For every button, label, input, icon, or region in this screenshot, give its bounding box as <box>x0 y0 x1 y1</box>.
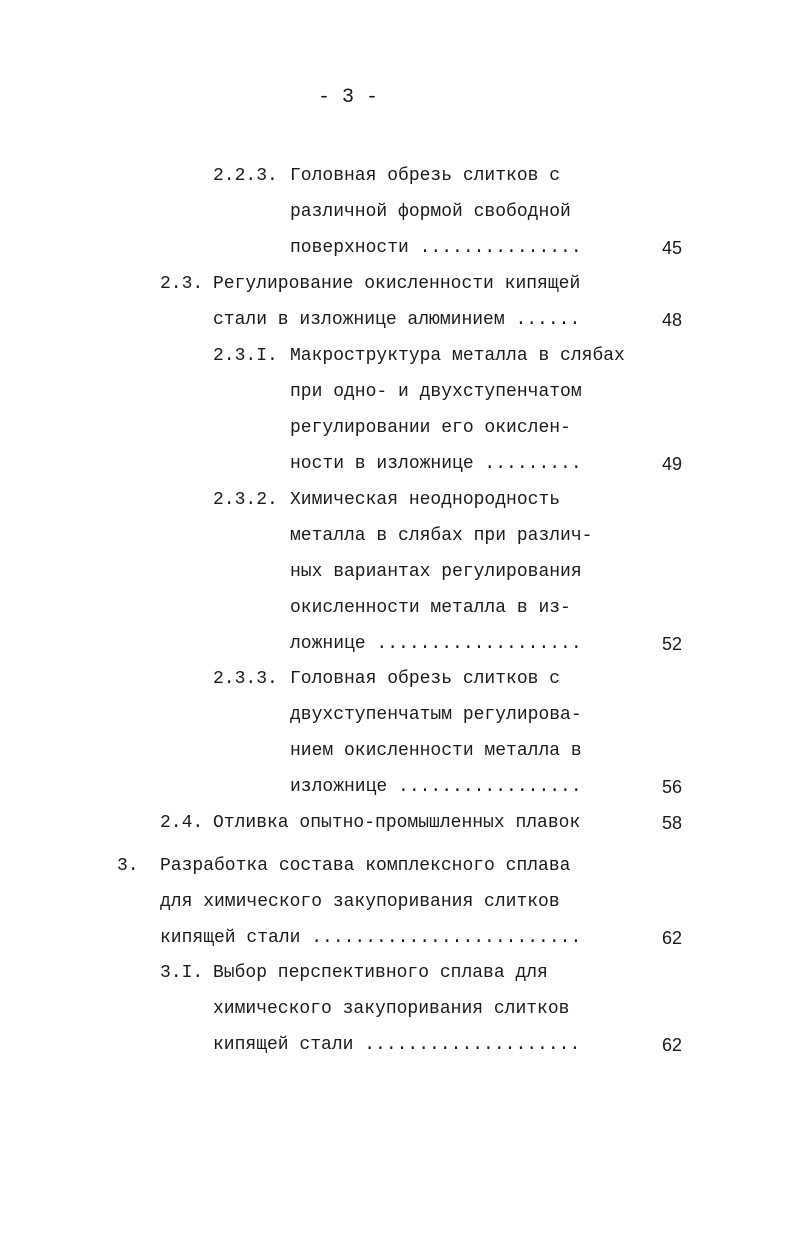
toc-entry-number: 3. <box>117 856 139 876</box>
toc-entry-text: поверхности ............... <box>290 238 582 258</box>
toc-entry-text: нием окисленности металла в <box>290 741 582 761</box>
toc-entry-text: кипящей стали .................... <box>213 1035 581 1055</box>
toc-entry-page: 56 <box>662 777 683 797</box>
toc-entry-text: окисленности металла в из- <box>290 598 571 618</box>
toc-entry-page: 62 <box>662 1035 683 1055</box>
toc-entry-text: изложнице ................. <box>290 777 582 797</box>
toc-entry-text: металла в слябах при различ- <box>290 526 593 546</box>
toc-entry-text: Выбор перспективного сплава для <box>213 963 548 983</box>
toc-entry-number: 2.3.I. <box>213 346 278 366</box>
toc-entry-text: кипящей стали ......................... <box>160 928 582 948</box>
toc-entry-text: для химического закупоривания слитков <box>160 892 560 912</box>
toc-entry-text: ности в изложнице ......... <box>290 454 582 474</box>
page-number: - 3 - <box>318 86 379 109</box>
toc-entry-page: 58 <box>662 813 683 833</box>
toc-entry-page: 52 <box>662 634 683 654</box>
toc-entry-text: стали в изложнице алюминием ...... <box>213 310 581 330</box>
toc-entry-number: 2.3.3. <box>213 669 278 689</box>
toc-entry-number: 2.3. <box>160 274 204 294</box>
toc-entry-number: 3.I. <box>160 963 204 983</box>
toc-entry-text: Головная обрезь слитков с <box>290 669 561 689</box>
toc-entry-text: различной формой свободной <box>290 202 571 222</box>
toc-entry-text: Разработка состава комплексного сплава <box>160 856 571 876</box>
toc-entry-text: Регулирование окисленности кипящей <box>213 274 581 294</box>
toc-entry-text: Химическая неоднородность <box>290 490 561 510</box>
toc-entry-text: регулировании его окислен- <box>290 418 571 438</box>
toc-entry-page: 49 <box>662 454 683 474</box>
toc-entry-text: двухступенчатым регулирова- <box>290 705 582 725</box>
toc-entry-text: ложнице ................... <box>290 634 582 654</box>
toc-entry-page: 45 <box>662 238 683 258</box>
toc-entry-page: 48 <box>662 310 683 330</box>
toc-entry-text: Головная обрезь слитков с <box>290 166 561 186</box>
toc-entry-page: 62 <box>662 928 683 948</box>
toc-entry-text: Отливка опытно-промышленных плавок <box>213 813 581 833</box>
toc-entry-number: 2.3.2. <box>213 490 278 510</box>
toc-entry-text: Макроструктура металла в слябах <box>290 346 625 366</box>
toc-entry-number: 2.4. <box>160 813 204 833</box>
toc-entry-number: 2.2.3. <box>213 166 278 186</box>
toc-entry-text: ных вариантах регулирования <box>290 562 582 582</box>
toc-entry-text: химического закупоривания слитков <box>213 999 570 1019</box>
toc-entry-text: при одно- и двухступенчатом <box>290 382 582 402</box>
